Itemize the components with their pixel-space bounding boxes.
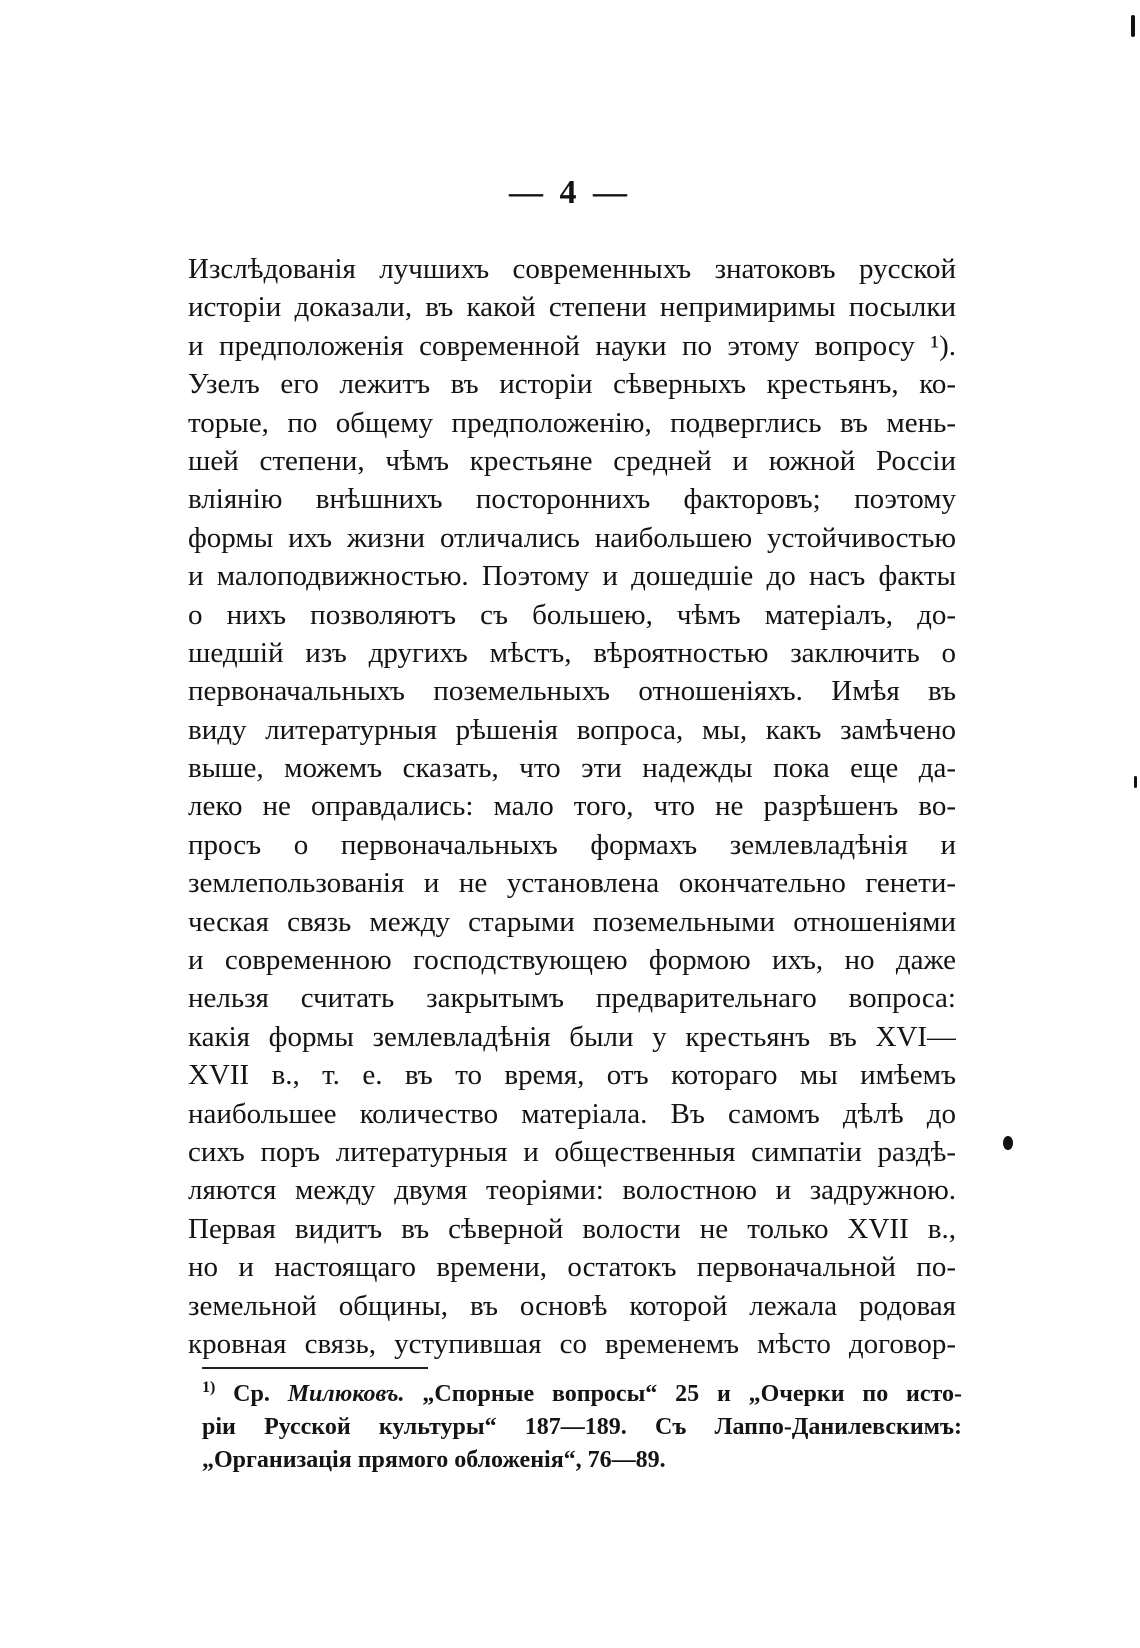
text-line: первоначальныхъ поземельныхъ отношеніяхъ. Имѣя въ [188,675,956,708]
footnote-line-1-text: „Спорные вопросы“ 25 и „Очерки по исто- [422,1381,962,1407]
text-line: нельзя считать закрытымъ предварительнаго вопроса: [188,982,956,1015]
text-line: Первая видитъ въ сѣверной волости не только XVII в., [188,1212,956,1245]
page-number: — 4 — [509,174,631,211]
ink-speck [1131,15,1135,37]
footnote-line-2: ріи Русской культуры“ 187—189. Съ Лаппо-Данилевскимъ: [202,1414,962,1440]
text-line: земельной общины, въ основѣ которой лежала родовая [188,1289,956,1322]
text-line: выше, можемъ сказать, что эти надежды пока еще да- [188,752,956,785]
text-line: формы ихъ жизни отличались наибольшею устойчивостью [188,521,956,554]
footnote-author: Милюковъ. [287,1381,405,1407]
text-line: и предположенія современной науки по этому вопросу ¹). [188,329,956,362]
text-line: ческая связь между старыми поземельными отношеніями [188,905,956,938]
footnote-line-1 [202,1378,962,1411]
text-line: Узелъ его лежитъ въ исторіи сѣверныхъ крестьянъ, ко- [188,368,956,401]
text-line: XVII в., т. е. въ то время, отъ котораго мы имѣемъ [188,1059,956,1092]
main-text [188,250,956,1363]
text-line: и современною господствующею формою ихъ, но даже [188,944,956,977]
text-line: леко не оправдались: мало того, что не разрѣшенъ во- [188,790,956,823]
text-line: сихъ поръ литературныя и общественныя симпатіи раздѣ- [188,1135,956,1168]
footnote-marker: 1) [202,1379,216,1396]
footnote-line-3: „Организація прямого обложенія“, 76—89. [202,1447,666,1473]
text-line: просъ о первоначальныхъ формахъ землевладѣнія и [188,828,956,861]
text-line: землепользованія и не установлена окончательно генети- [188,867,956,900]
footnote-divider [202,1367,428,1369]
text-line: виду литературныя рѣшенія вопроса, мы, какъ замѣчено [188,713,956,746]
text-line: Изслѣдованія лучшихъ современныхъ знатоковъ русской [188,253,956,285]
text-line: кровная связь, уступившая со временемъ мѣсто договор- [188,1327,956,1360]
text-line: какія формы землевладѣнія были у крестьянъ въ XVI— [188,1020,956,1053]
text-line: но и настоящаго времени, остатокъ первоначальной по- [188,1251,956,1284]
text-line: и малоподвижностью. Поэтому и дошедшіе до насъ факты [188,560,956,593]
text-line: ляются между двумя теоріями: волостною и задружною. [188,1174,956,1207]
text-line: наибольшее количество матеріала. Въ самомъ дѣлѣ до [188,1097,956,1130]
text-line: исторіи доказали, въ какой степени непримиримы посылки [188,291,956,324]
text-line: вліянію внѣшнихъ постороннихъ факторовъ; поэтому [188,483,956,516]
text-line: о нихъ позволяютъ съ большею, чѣмъ матеріалъ, до- [188,598,956,631]
text-line: шедшій изъ другихъ мѣстъ, вѣроятностью заключить о [188,636,956,669]
ink-speck [1134,776,1137,788]
text-line: шей степени, чѣмъ крестьяне средней и южной Россіи [188,444,956,477]
footnote [202,1378,962,1477]
footnote-cf: Ср. [233,1381,270,1407]
text-line: торые, по общему предположенію, подверглись въ мень- [188,406,956,439]
ink-speck [1003,1136,1013,1150]
